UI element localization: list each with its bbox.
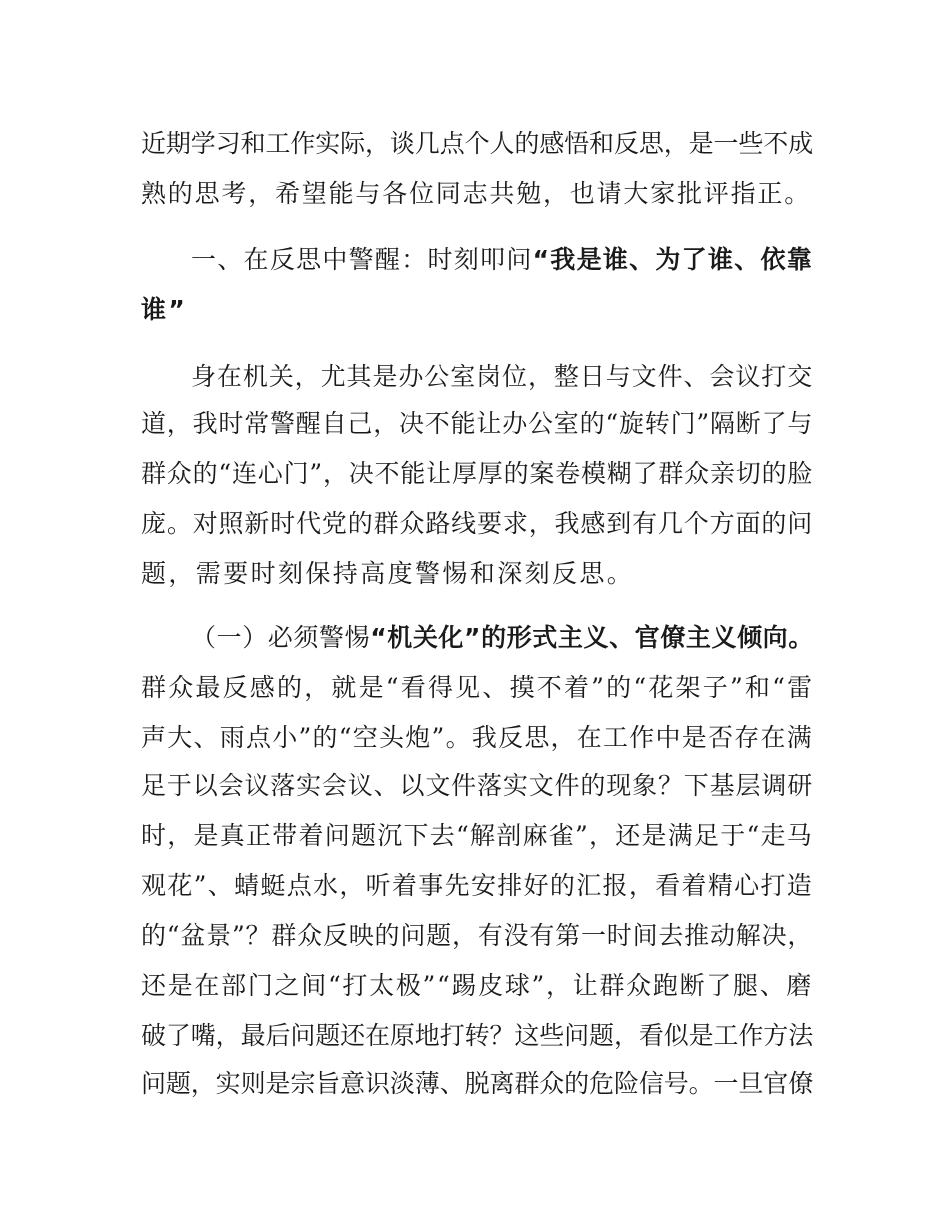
section-heading-bold-continuation: 谁” — [141, 295, 188, 324]
subsection1-line-9: 问题，实则是宗旨意识淡薄、脱离群众的危险信号。一旦官僚 — [141, 1069, 813, 1098]
subsection1-bold: “机关化”的形式主义、官僚主义倾向。 — [370, 623, 814, 652]
intro-line-1: 近期学习和工作实际，谈几点个人的感悟和反思，是一些不成 — [141, 129, 813, 158]
subsection1-line-2: 声大、雨点小”的“空头炮”。我反思，在工作中是否存在满 — [141, 723, 813, 752]
subsection1-line-6: 的“盆景”？群众反映的问题，有没有第一时间去推动解决， — [141, 921, 814, 950]
paragraph1-line-4: 庞。对照新时代党的群众路线要求，我感到有几个方面的问 — [141, 509, 813, 538]
paragraph1-line-3: 群众的“连心门”，决不能让厚厚的案卷模糊了群众亲切的脸 — [141, 459, 814, 488]
paragraph1-line-1: 身在机关，尤其是办公室岗位，整日与文件、会议打交 — [191, 362, 813, 391]
paragraph1-line-5: 题，需要时刻保持高度警惕和深刻反思。 — [141, 559, 635, 588]
subsection1-heading-line — [191, 622, 813, 654]
paragraph1-line-2: 道，我时常警醒自己，决不能让办公室的“旋转门”隔断了与 — [141, 409, 814, 438]
section-heading-bold: “我是谁、为了谁、依靠 — [532, 245, 813, 274]
subsection1-line-3: 足于以会议落实会议、以文件落实文件的现象？下基层调研 — [141, 771, 813, 800]
subsection1-line-8: 破了嘴，最后问题还在原地打转？这些问题，看似是工作方法 — [141, 1021, 813, 1050]
subsection1-line-5: 观花”、蜻蜓点水，听着事先安排好的汇报，看着精心打造 — [141, 871, 813, 900]
section-heading-prefix: 一、在反思中警醒：时刻叩问 — [191, 245, 533, 274]
subsection1-line-7: 还是在部门之间“打太极”“踢皮球”，让群众跑断了腿、磨 — [141, 971, 813, 1000]
subsection1-line-4: 时，是真正带着问题沉下去“解剖麻雀”，还是满足于“走马 — [141, 821, 813, 850]
section-heading-line-2 — [141, 294, 813, 326]
subsection1-line-1: 群众最反感的，就是“看得见、摸不着”的“花架子”和“雷 — [141, 673, 815, 702]
intro-line-2: 熟的思考，希望能与各位同志共勉，也请大家批评指正。 — [141, 179, 812, 208]
section-heading-line-1 — [191, 244, 813, 276]
subsection1-prefix: （一）必须警惕 — [191, 623, 371, 652]
